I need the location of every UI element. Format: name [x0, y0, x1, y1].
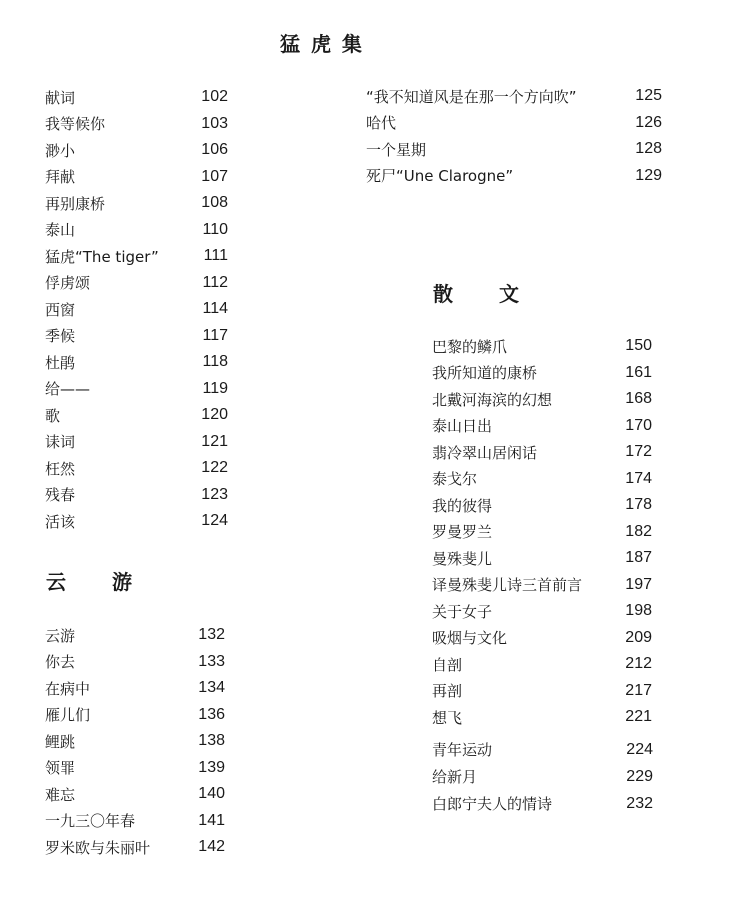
toc-entry-page: 212: [625, 655, 652, 673]
toc-entry-page: 221: [625, 708, 652, 726]
toc-entry-title: 再剖: [432, 682, 463, 701]
toc-entry: [366, 110, 662, 137]
toc-entry-title: 歌: [45, 406, 61, 425]
toc-entry-page: 125: [635, 87, 662, 105]
toc-entry-title: 关于女子: [432, 602, 493, 621]
toc-entry: [432, 598, 652, 625]
section-title-sanwen: 散 文: [433, 282, 521, 306]
toc-entry: [432, 519, 652, 546]
toc-entry: [45, 808, 225, 835]
toc-entry-page: 133: [198, 652, 225, 670]
toc-entry-page: 138: [198, 732, 225, 750]
toc-entry-title: 青年运动: [432, 741, 493, 759]
toc-entry-title: 罗曼罗兰: [432, 523, 493, 542]
toc-entry: [45, 649, 225, 676]
toc-entry-title: 诔词: [45, 433, 76, 452]
toc-entry-title: 我等候你: [45, 115, 106, 134]
toc-entry: [366, 136, 662, 163]
toc-entry-page: 129: [635, 166, 662, 184]
toc-entry-page: 114: [202, 300, 228, 318]
toc-entry-page: 142: [198, 838, 225, 856]
toc-entry: [432, 492, 652, 519]
toc-entry: [45, 781, 225, 808]
toc-entry-title: 再别康桥: [45, 194, 106, 213]
toc-entry-page: 140: [198, 785, 225, 803]
toc-entry-title: 给——: [45, 380, 91, 399]
toc-entry-page: 232: [626, 794, 653, 812]
toc-entry: [432, 625, 652, 652]
toc-entry: [432, 678, 652, 705]
toc-entry-page: 198: [625, 602, 652, 620]
toc-entry-page: 112: [202, 273, 228, 291]
section-title-menghu: 猛 虎 集: [280, 32, 364, 56]
toc-entry: [45, 217, 228, 244]
toc-entry: [45, 376, 228, 403]
toc-entry-page: 139: [198, 758, 225, 776]
toc-entry-page: 229: [626, 767, 653, 785]
toc-entry-title: 泰山: [45, 221, 76, 240]
toc-entry-page: 134: [198, 679, 225, 697]
toc-entry: [45, 755, 225, 782]
toc-entry-page: 106: [201, 141, 228, 159]
toc-entry: [432, 413, 652, 440]
toc-entry-title: 难忘: [45, 785, 76, 804]
toc-entry-page: 119: [202, 379, 228, 397]
toc-entry-page: 123: [201, 485, 228, 503]
toc-entry-title: 巴黎的鳞爪: [432, 337, 508, 356]
toc-entry-page: 110: [202, 220, 228, 238]
toc-entry-page: 170: [625, 416, 652, 434]
toc-entry: [432, 651, 652, 678]
toc-entry: [45, 137, 228, 164]
toc-list-menghu-right: [366, 83, 662, 189]
toc-entry-title: 自剖: [432, 655, 463, 674]
toc-entry: [432, 333, 652, 360]
toc-entry: [432, 439, 652, 466]
toc-entry-page: 102: [201, 88, 228, 106]
toc-entry: [45, 455, 228, 482]
toc-entry-page: 161: [625, 363, 652, 381]
toc-entry: [45, 429, 228, 456]
toc-entry: [432, 763, 653, 790]
toc-entry-page: 224: [626, 740, 653, 758]
toc-entry-page: 111: [203, 247, 228, 265]
toc-entry: [432, 572, 652, 599]
toc-entry-page: 118: [202, 353, 228, 371]
toc-entry-title: 白郎宁夫人的情诗: [432, 795, 553, 813]
toc-entry-title: 杜鹃: [45, 353, 76, 372]
toc-entry: [45, 323, 228, 350]
toc-entry: [45, 834, 225, 861]
toc-entry: [45, 190, 228, 217]
toc-entry-title: 我的彼得: [432, 496, 493, 515]
toc-entry-page: 136: [198, 705, 225, 723]
toc-entry-title: 北戴河海滨的幻想: [432, 390, 553, 409]
toc-entry-page: 217: [625, 681, 652, 699]
toc-entry-title: 泰戈尔: [432, 470, 478, 489]
toc-list-sanwen: [432, 333, 652, 731]
toc-entry-page: 126: [635, 113, 662, 131]
toc-entry-page: 187: [625, 549, 652, 567]
toc-entry-page: 121: [201, 432, 228, 450]
toc-entry-title: 哈代: [366, 114, 397, 133]
toc-list-menghu-left: [45, 84, 228, 535]
toc-entry-title: 献词: [45, 88, 76, 107]
toc-entry-page: 103: [201, 114, 228, 132]
toc-entry-title: 雁儿们: [45, 706, 91, 725]
toc-entry: [45, 84, 228, 111]
toc-entry: [45, 702, 225, 729]
toc-entry-title: “我不知道风是在那一个方向吹”: [366, 87, 577, 106]
toc-entry-title: 枉然: [45, 459, 76, 478]
toc-entry-title: 罗米欧与朱丽叶: [45, 838, 151, 857]
toc-entry-title: 领罪: [45, 759, 76, 778]
toc-entry: [45, 482, 228, 509]
toc-entry-page: 124: [201, 512, 228, 530]
toc-entry-title: 季候: [45, 327, 76, 346]
toc-entry-title: 活该: [45, 512, 76, 531]
toc-entry-title: 死尸“Une Clarogne”: [366, 167, 514, 186]
toc-entry: [45, 296, 228, 323]
toc-entry: [432, 386, 652, 413]
toc-entry-page: 174: [625, 469, 652, 487]
toc-entry: [432, 360, 652, 387]
toc-entry-title: 吸烟与文化: [432, 629, 508, 648]
section-title-yunyou: 云 游: [46, 570, 134, 594]
toc-entry: [366, 163, 662, 190]
toc-entry-title: 泰山日出: [432, 417, 493, 436]
toc-entry-page: 141: [198, 811, 225, 829]
toc-entry: [45, 622, 225, 649]
toc-list-yunyou: [45, 622, 225, 861]
toc-entry-page: 108: [201, 194, 228, 212]
toc-entry: [432, 545, 652, 572]
toc-entry-title: 你去: [45, 653, 76, 672]
toc-entry-title: 在病中: [45, 679, 91, 698]
toc-entry-page: 117: [202, 326, 228, 344]
toc-entry: [366, 83, 662, 110]
toc-entry-title: 残春: [45, 486, 76, 505]
toc-entry-page: 132: [198, 626, 225, 644]
toc-list-sanwen-continued: [432, 736, 653, 817]
toc-entry: [45, 164, 228, 191]
toc-entry-title: 西窗: [45, 300, 76, 319]
toc-entry-title: 拜献: [45, 168, 76, 187]
toc-entry-page: 150: [625, 337, 652, 355]
toc-entry-title: 译曼殊斐儿诗三首前言: [432, 576, 583, 595]
toc-entry: [45, 728, 225, 755]
toc-entry: [432, 790, 653, 817]
toc-entry-title: 给新月: [432, 768, 478, 786]
toc-entry-page: 178: [625, 496, 652, 514]
toc-entry-title: 云游: [45, 626, 76, 645]
toc-entry: [45, 349, 228, 376]
toc-entry-page: 107: [201, 167, 228, 185]
toc-entry-page: 122: [201, 459, 228, 477]
toc-entry-page: 128: [635, 140, 662, 158]
toc-entry-page: 168: [625, 390, 652, 408]
toc-entry: [45, 270, 228, 297]
toc-entry-title: 猛虎“The tiger”: [45, 247, 159, 266]
toc-entry: [45, 243, 228, 270]
toc-entry-page: 197: [625, 575, 652, 593]
toc-entry-title: 一个星期: [366, 140, 427, 159]
toc-entry-title: 俘虏颂: [45, 274, 91, 293]
toc-entry-page: 209: [625, 628, 652, 646]
toc-entry: [45, 675, 225, 702]
toc-entry: [45, 402, 228, 429]
toc-entry-title: 鲤跳: [45, 732, 76, 751]
toc-entry-title: 想飞: [432, 708, 463, 727]
toc-entry: [45, 508, 228, 535]
toc-entry-title: 一九三〇年春: [45, 812, 136, 831]
toc-entry: [432, 704, 652, 731]
toc-entry: [432, 466, 652, 493]
toc-entry-title: 曼殊斐儿: [432, 549, 493, 568]
toc-entry-title: 我所知道的康桥: [432, 364, 538, 383]
toc-entry-page: 182: [625, 522, 652, 540]
toc-entry-title: 渺小: [45, 141, 76, 160]
toc-entry: [432, 736, 653, 763]
toc-entry-page: 172: [625, 443, 652, 461]
toc-entry-page: 120: [201, 406, 228, 424]
toc-entry: [45, 111, 228, 138]
toc-entry-title: 翡冷翠山居闲话: [432, 443, 538, 462]
